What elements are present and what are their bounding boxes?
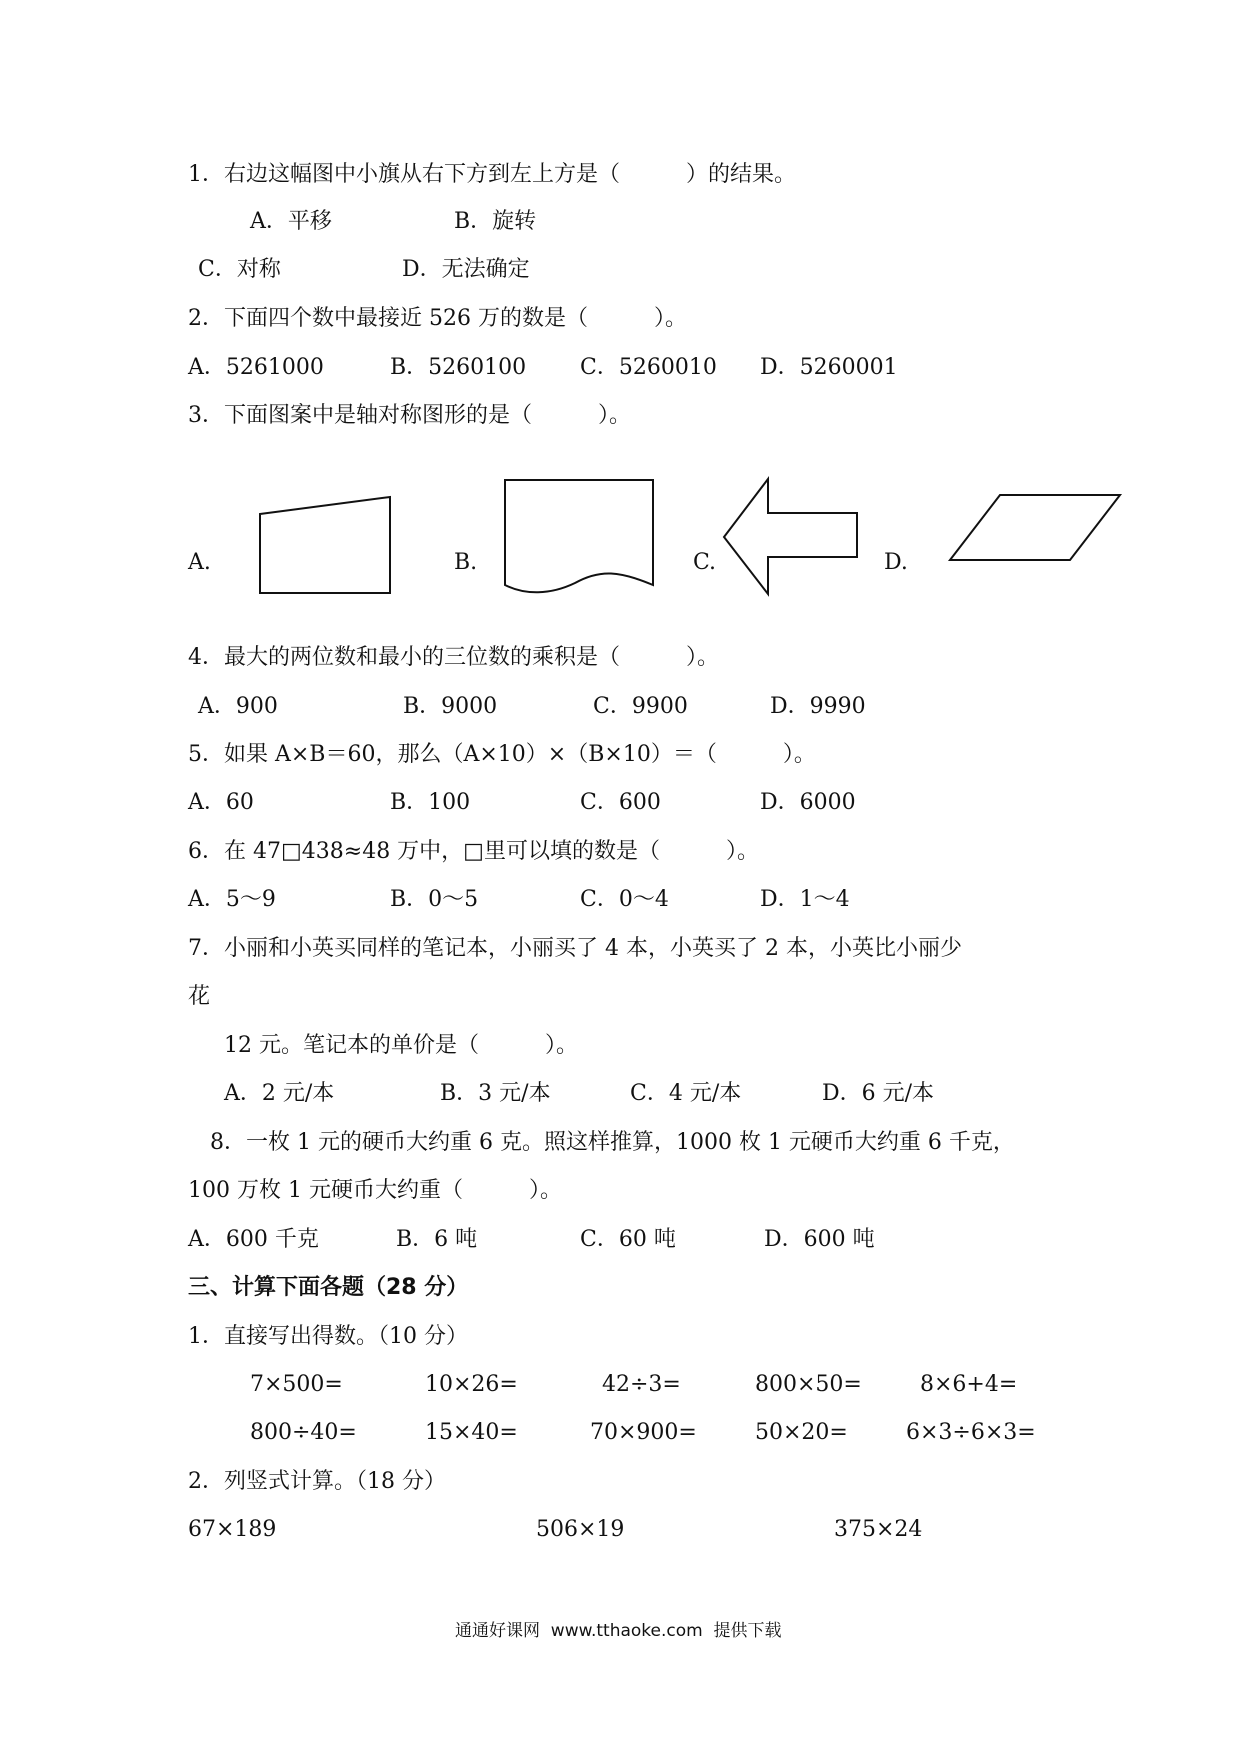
q2-option-c: C．5260010 xyxy=(580,355,717,380)
section3-part2-title: 2．列竖式计算。（18 分） xyxy=(188,1469,446,1494)
q2-option-b: B．5260100 xyxy=(390,355,527,380)
vertical-calc-item: 506×19 xyxy=(536,1517,625,1542)
q3-stem: 3．下面图案中是轴对称图形的是（ ）。 xyxy=(188,403,631,428)
q5-option-d: D．6000 xyxy=(760,790,856,815)
q6-option-b: B．0～5 xyxy=(390,887,479,912)
vertical-calc-item: 67×189 xyxy=(188,1517,277,1542)
q8-stem-line2: 100 万枚 1 元硬币大约重（ ）。 xyxy=(188,1178,562,1203)
q5-stem: 5．如果 A×B＝60，那么（A×10）×（B×10）＝（ ）。 xyxy=(188,742,816,767)
q4-option-d: D．9990 xyxy=(770,694,866,719)
q7-option-c: C．4 元/本 xyxy=(630,1081,742,1106)
q1-option-d: D．无法确定 xyxy=(402,257,530,282)
q6-option-c: C．0～4 xyxy=(580,887,669,912)
calc-item: 6×3÷6×3= xyxy=(906,1420,1036,1445)
q6-stem: 6．在 47□438≈48 万中，□里可以填的数是（ ）。 xyxy=(188,839,759,864)
q3-label-c: C. xyxy=(693,550,717,575)
q7-stem-line2: 花 xyxy=(188,984,211,1009)
q7-stem-line3: 12 元。笔记本的单价是（ ）。 xyxy=(224,1033,578,1058)
q2-option-d: D．5260001 xyxy=(760,355,898,380)
calc-item: 70×900= xyxy=(590,1420,697,1445)
q8-option-c: C．60 吨 xyxy=(580,1227,676,1252)
q3-label-b: B. xyxy=(454,550,478,575)
q8-stem-line1: 8．一枚 1 元的硬币大约重 6 克。照这样推算，1000 枚 1 元硬币大约重 6 千克， xyxy=(210,1130,1015,1155)
section3-title: 三、计算下面各题（28 分） xyxy=(188,1275,469,1300)
q7-option-b: B．3 元/本 xyxy=(440,1081,551,1106)
q3-label-d: D. xyxy=(884,550,908,575)
q7-stem-line1: 7．小丽和小英买同样的笔记本，小丽买了 4 本，小英买了 2 本，小英比小丽少 xyxy=(188,936,962,961)
q8-option-b: B．6 吨 xyxy=(396,1227,478,1252)
q7-option-a: A．2 元/本 xyxy=(224,1081,335,1106)
q4-stem: 4．最大的两位数和最小的三位数的乘积是（ ）。 xyxy=(188,645,719,670)
q4-option-b: B．9000 xyxy=(403,694,498,719)
q5-option-b: B．100 xyxy=(390,790,471,815)
q3-label-a: A. xyxy=(188,550,211,575)
parallelogram-figure xyxy=(945,490,1125,565)
calc-item: 800÷40= xyxy=(250,1420,357,1445)
calc-item: 7×500= xyxy=(250,1372,343,1397)
q1-stem: 1．右边这幅图中小旗从右下方到左上方是（ ）的结果。 xyxy=(188,162,796,187)
footer-credit: 通通好课网 www.tthaoke.com 提供下载 xyxy=(455,1621,782,1641)
q5-option-c: C．600 xyxy=(580,790,661,815)
q1-option-b: B．旋转 xyxy=(454,209,537,234)
arrow-figure xyxy=(720,475,860,600)
trapezoid-figure xyxy=(255,490,395,600)
q6-option-a: A．5～9 xyxy=(188,887,276,912)
section3-part1-title: 1．直接写出得数。（10 分） xyxy=(188,1324,468,1349)
q5-option-a: A．60 xyxy=(188,790,254,815)
calc-item: 10×26= xyxy=(425,1372,518,1397)
q2-stem: 2．下面四个数中最接近 526 万的数是（ ）。 xyxy=(188,306,687,331)
wavy-rectangle-figure xyxy=(500,475,660,600)
calc-item: 15×40= xyxy=(425,1420,518,1445)
q4-option-c: C．9900 xyxy=(593,694,688,719)
q8-option-d: D．600 吨 xyxy=(764,1227,875,1252)
q7-option-d: D．6 元/本 xyxy=(822,1081,935,1106)
calc-item: 42÷3= xyxy=(602,1372,681,1397)
q8-option-a: A．600 千克 xyxy=(188,1227,319,1252)
q1-option-c: C．对称 xyxy=(198,257,281,282)
calc-item: 800×50= xyxy=(755,1372,862,1397)
calc-item: 50×20= xyxy=(755,1420,848,1445)
q6-option-d: D．1～4 xyxy=(760,887,850,912)
q2-option-a: A．5261000 xyxy=(188,355,324,380)
vertical-calc-item: 375×24 xyxy=(834,1517,923,1542)
q4-option-a: A．900 xyxy=(198,694,278,719)
calc-item: 8×6+4= xyxy=(920,1372,1018,1397)
q1-option-a: A．平移 xyxy=(250,209,332,234)
